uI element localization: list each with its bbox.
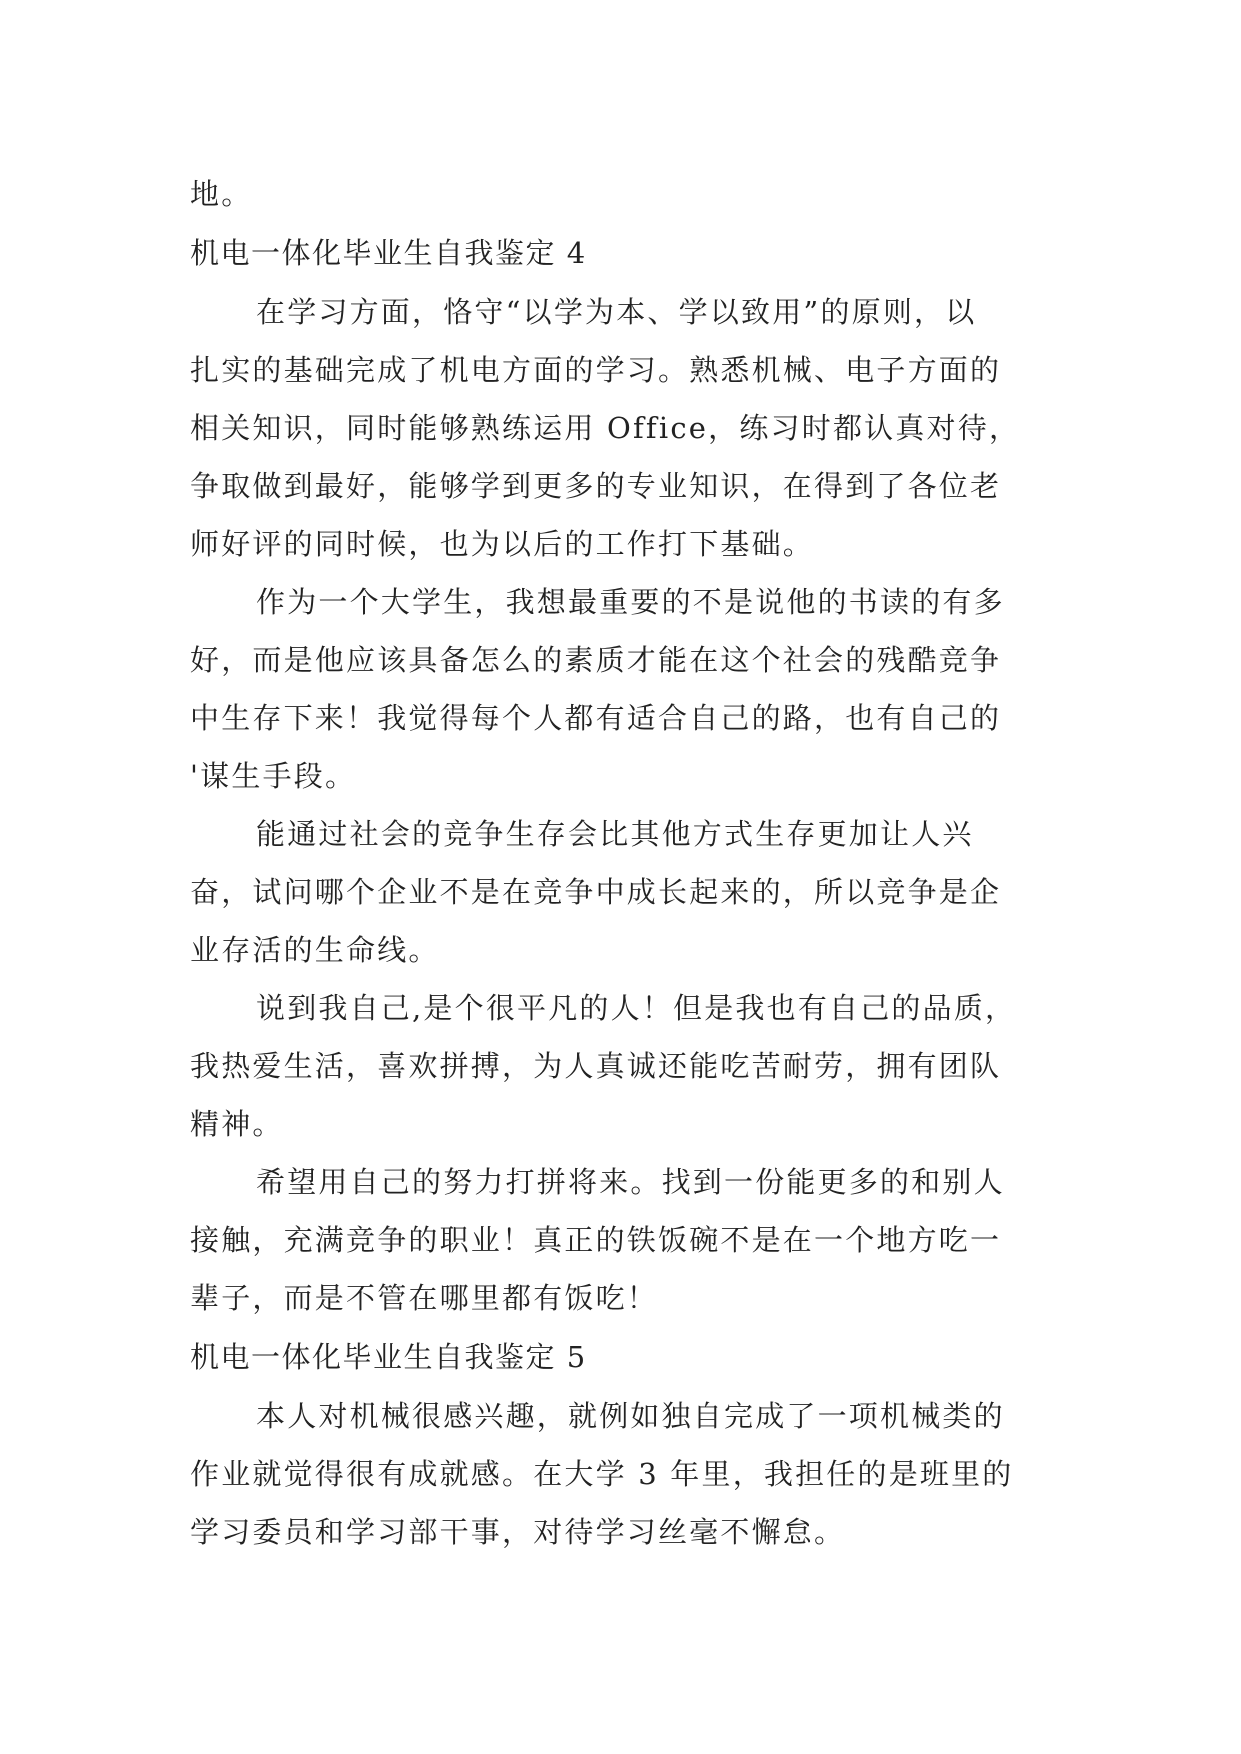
paragraph-line: 精神。 [190,1107,284,1141]
paragraph-first-line: 本人对机械很感兴趣，就例如独自完成了一项机械类的 [256,1399,1005,1433]
paragraph-first-line: 在学习方面，恪守“以学为本、学以致用”的原则，以 [256,295,977,329]
paragraph-line: 地。 [190,177,253,211]
paragraph-line: 争取做到最好，能够学到更多的专业知识，在得到了各位老 [190,469,1002,503]
paragraph-first-line: 说到我自己,是个很平凡的人！但是我也有自己的品质， [256,991,1017,1025]
paragraph-line: 我热爱生活，喜欢拼搏，为人真诚还能吃苦耐劳，拥有团队 [190,1049,1002,1083]
paragraph-line: 扎实的基础完成了机电方面的学习。熟悉机械、电子方面的 [190,353,1002,387]
paragraph-line: '谋生手段。 [190,759,357,793]
paragraph-line: 中生存下来！我觉得每个人都有适合自己的路，也有自己的 [190,701,1002,735]
paragraph-line: 业存活的生命线。 [190,933,440,967]
paragraph-line: 辈子，而是不管在哪里都有饭吃！ [190,1281,659,1315]
paragraph-line: 好，而是他应该具备怎么的素质才能在这个社会的残酷竞争 [190,643,1002,677]
section-heading: 机电一体化毕业生自我鉴定 4 [190,236,587,270]
paragraph-line: 奋，试问哪个企业不是在竞争中成长起来的，所以竞争是企 [190,875,1002,909]
paragraph-line: 师好评的同时候，也为以后的工作打下基础。 [190,527,815,561]
paragraph-line: 学习委员和学习部干事，对待学习丝毫不懈怠。 [190,1515,846,1549]
paragraph-first-line: 作为一个大学生，我想最重要的不是说他的书读的有多 [256,585,1005,619]
paragraph-line: 作业就觉得很有成就感。在大学 3 年里，我担任的是班里的 [190,1457,1014,1491]
document-body [190,165,1050,1561]
paragraph-first-line: 希望用自己的努力打拼将来。找到一份能更多的和别人 [256,1165,1005,1199]
paragraph-line: 相关知识，同时能够熟练运用 Office，练习时都认真对待， [190,411,1021,445]
paragraph-first-line: 能通过社会的竞争生存会比其他方式生存更加让人兴 [256,817,974,851]
section-heading: 机电一体化毕业生自我鉴定 5 [190,1340,587,1374]
paragraph-line: 接触，充满竞争的职业！真正的铁饭碗不是在一个地方吃一 [190,1223,1002,1257]
